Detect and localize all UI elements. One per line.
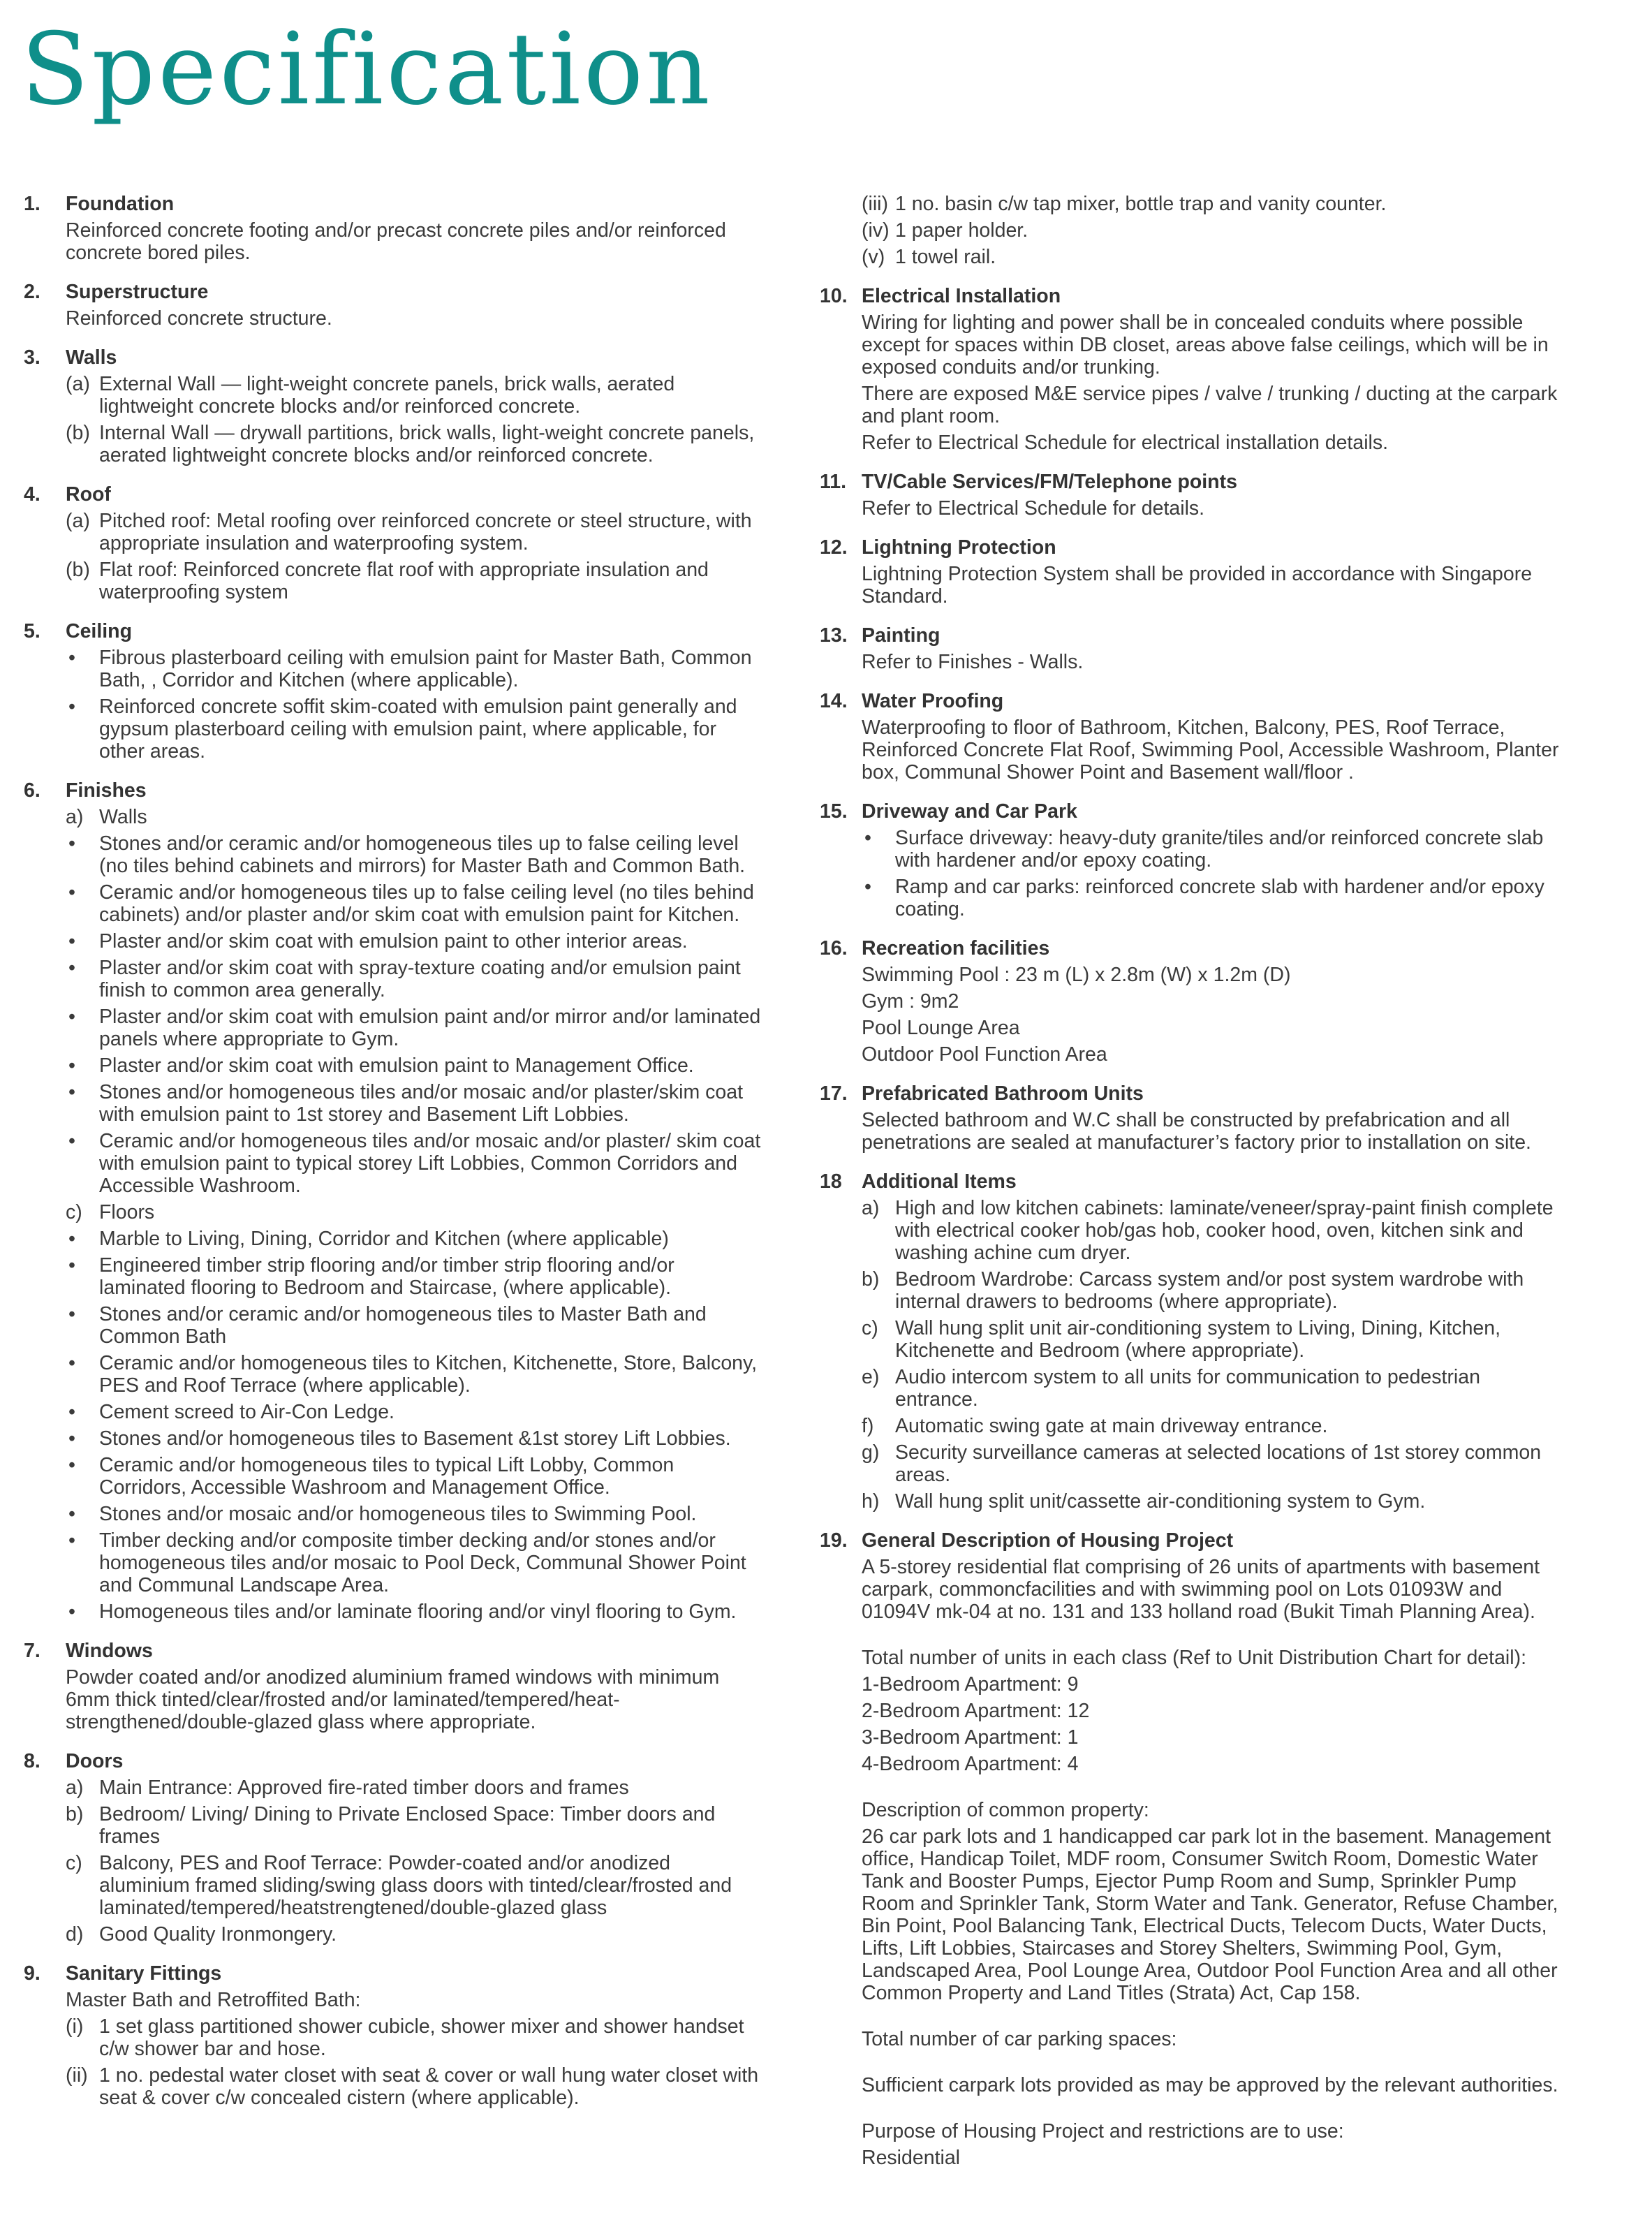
bullet-item bbox=[66, 957, 764, 1001]
section-number: 5. bbox=[24, 620, 40, 642]
bullet-item bbox=[66, 1254, 764, 1299]
list-item bbox=[66, 806, 764, 828]
item-text: Ceramic and/or homogeneous tiles up to false ceiling level (no tiles behind cabinets) and/or plaster and/or skim coat with emulsion paint for Kitchen. bbox=[99, 881, 754, 926]
spacer bbox=[862, 2054, 1560, 2074]
bullet-marker: • bbox=[68, 930, 75, 953]
item-text: Cement screed to Air-Con Ledge. bbox=[99, 1401, 394, 1423]
bullet-marker: • bbox=[68, 1601, 75, 1623]
list-item bbox=[66, 1923, 764, 1946]
spec-section bbox=[820, 285, 1560, 454]
spec-section bbox=[24, 281, 764, 330]
item-text: Wall hung split unit/cassette air-conditioning system to Gym. bbox=[895, 1490, 1426, 1513]
item-text: Pitched roof: Metal roofing over reinforced concrete or steel structure, with appropriate insulation and waterproofing system. bbox=[99, 510, 752, 554]
paragraph: 4-Bedroom Apartment: 4 bbox=[862, 1753, 1079, 1775]
bullet-item bbox=[66, 1454, 764, 1499]
bullet-marker: • bbox=[68, 1454, 75, 1476]
bullet-item bbox=[66, 1081, 764, 1126]
bullet-item bbox=[66, 1352, 764, 1397]
item-marker: c) bbox=[66, 1852, 82, 1874]
section-number: 1. bbox=[24, 193, 40, 215]
item-marker: (b) bbox=[66, 559, 90, 581]
section-heading: Walls bbox=[66, 346, 117, 369]
item-text: 1 set glass partitioned shower cubicle, shower mixer and shower handset c/w shower bar and hose. bbox=[99, 2015, 744, 2060]
item-text: Internal Wall — drywall partitions, brick walls, light-weight concrete panels, aerated lightweight concrete blocks and/or reinforced concrete. bbox=[99, 422, 755, 466]
bullet-marker: • bbox=[68, 696, 75, 718]
item-marker: c) bbox=[66, 1201, 82, 1223]
item-marker: c) bbox=[862, 1317, 878, 1339]
section-heading: Sanitary Fittings bbox=[66, 1962, 222, 1985]
bullet-item bbox=[66, 1054, 764, 1077]
paragraph: A 5-storey residential flat comprising of 26 units of apartments with basement carpark, commoncfacilities and with swimming pool on Lots 01093W and 01094V mk-04 at no. 131 and 133 holland road (Bukit Timah Planning Area). bbox=[862, 1556, 1540, 1623]
section-heading: Doors bbox=[66, 1750, 124, 1772]
item-marker: b) bbox=[862, 1268, 880, 1291]
section-heading: Foundation bbox=[66, 193, 175, 215]
bullet-item bbox=[66, 1601, 764, 1623]
item-marker: d) bbox=[66, 1923, 84, 1946]
list-item bbox=[66, 2064, 764, 2109]
bullet-item bbox=[66, 1303, 764, 1348]
item-text: Bedroom Wardrobe: Carcass system and/or post system wardrobe with internal drawers to bedrooms (where appropriate). bbox=[895, 1268, 1524, 1313]
section-heading: Roof bbox=[66, 483, 111, 506]
item-text: Plaster and/or skim coat with emulsion paint and/or mirror and/or laminated panels where appropriate to Gym. bbox=[99, 1006, 761, 1050]
section-heading: Recreation facilities bbox=[862, 937, 1050, 960]
bullet-marker: • bbox=[68, 1254, 75, 1277]
item-text: Plaster and/or skim coat with emulsion paint to Management Office. bbox=[99, 1054, 694, 1077]
paragraph: Wiring for lighting and power shall be in concealed conduits where possible except for spaces within DB closet, areas above false ceilings, which will be in exposed conduits and/or trunking. bbox=[862, 311, 1549, 378]
section-number: 13. bbox=[820, 624, 848, 647]
list-item bbox=[862, 1268, 1560, 1313]
section-heading: Lightning Protection bbox=[862, 536, 1056, 559]
paragraph: Waterproofing to floor of Bathroom, Kitchen, Balcony, PES, Roof Terrace, Reinforced Concrete Flat Roof, Swimming Pool, Accessible Washroom, Planter box, Communal Shower Point and Basement wall/floor . bbox=[862, 716, 1559, 784]
list-item bbox=[862, 193, 1560, 215]
bullet-marker: • bbox=[68, 1006, 75, 1028]
paragraph: Refer to Electrical Schedule for electrical installation details. bbox=[862, 432, 1389, 454]
spacer bbox=[862, 1627, 1560, 1647]
paragraph: Total number of units in each class (Ref to Unit Distribution Chart for detail): bbox=[862, 1647, 1526, 1669]
section-number: 4. bbox=[24, 483, 40, 506]
paragraph: 2-Bedroom Apartment: 12 bbox=[862, 1700, 1090, 1722]
bullet-item bbox=[862, 876, 1560, 920]
item-marker: h) bbox=[862, 1490, 880, 1513]
spec-section bbox=[24, 483, 764, 603]
list-item bbox=[66, 510, 764, 554]
item-text: Good Quality Ironmongery. bbox=[99, 1923, 337, 1946]
right-column bbox=[820, 193, 1560, 2186]
item-marker: (a) bbox=[66, 510, 90, 532]
spec-section bbox=[24, 1640, 764, 1733]
item-marker: g) bbox=[862, 1441, 880, 1464]
section-heading: Painting bbox=[862, 624, 941, 647]
item-text: External Wall — light-weight concrete panels, brick walls, aerated lightweight concrete blocks and/or reinforced concrete. bbox=[99, 373, 675, 418]
section-heading: Water Proofing bbox=[862, 690, 1004, 712]
bullet-item bbox=[66, 1228, 764, 1250]
bullet-item bbox=[66, 647, 764, 691]
paragraph: Sufficient carpark lots provided as may be approved by the relevant authorities. bbox=[862, 2074, 1558, 2096]
item-text: Ceramic and/or homogeneous tiles to Kitchen, Kitchenette, Store, Balcony, PES and Roof Terrace (where applicable). bbox=[99, 1352, 758, 1397]
item-text: Wall hung split unit air-conditioning system to Living, Dining, Kitchen, Kitchenette and Bedroom (where appropriate). bbox=[895, 1317, 1501, 1362]
item-text: Balcony, PES and Roof Terrace: Powder-coated and/or anodized aluminium framed sliding/swing glass doors with tinted/clear/frosted and laminated/tempered/heatstrengtened/double-glazed glass bbox=[99, 1852, 732, 1919]
spec-section bbox=[24, 779, 764, 1623]
paragraph: 1-Bedroom Apartment: 9 bbox=[862, 1673, 1079, 1696]
paragraph: Swimming Pool : 23 m (L) x 2.8m (W) x 1.2m (D) bbox=[862, 964, 1291, 986]
item-marker: a) bbox=[66, 806, 84, 828]
item-text: Homogeneous tiles and/or laminate flooring and/or vinyl flooring to Gym. bbox=[99, 1601, 737, 1623]
paragraph: Reinforced concrete structure. bbox=[66, 307, 332, 330]
paragraph: Selected bathroom and W.C shall be constructed by prefabrication and all penetrations are sealed at manufacturer’s factory prior to installation on site. bbox=[862, 1109, 1531, 1154]
item-text: Floors bbox=[99, 1201, 155, 1223]
bullet-item bbox=[66, 1130, 764, 1197]
paragraph: Gym : 9m2 bbox=[862, 990, 959, 1013]
item-marker: (v) bbox=[862, 246, 885, 268]
section-number: 19. bbox=[820, 1529, 848, 1552]
list-item bbox=[66, 1201, 764, 1223]
bullet-item bbox=[66, 1006, 764, 1050]
section-number: 15. bbox=[820, 800, 848, 823]
bullet-marker: • bbox=[864, 827, 871, 849]
item-marker: (iii) bbox=[862, 193, 888, 215]
section-number: 8. bbox=[24, 1750, 40, 1772]
section-number: 14. bbox=[820, 690, 848, 712]
list-item bbox=[66, 373, 764, 418]
spacer bbox=[862, 2008, 1560, 2028]
list-item bbox=[66, 1803, 764, 1848]
item-marker: f) bbox=[862, 1415, 874, 1437]
item-text: Plaster and/or skim coat with spray-texture coating and/or emulsion paint finish to common area generally. bbox=[99, 957, 741, 1001]
list-item bbox=[66, 1777, 764, 1799]
item-marker: (i) bbox=[66, 2015, 84, 2038]
paragraph: Outdoor Pool Function Area bbox=[862, 1043, 1107, 1066]
section-heading: Finishes bbox=[66, 779, 147, 802]
bullet-item bbox=[66, 1427, 764, 1450]
bullet-marker: • bbox=[68, 1130, 75, 1152]
section-number: 9. bbox=[24, 1962, 40, 1985]
item-text: Flat roof: Reinforced concrete flat roof with appropriate insulation and waterproofing system bbox=[99, 559, 709, 603]
section-number: 16. bbox=[820, 937, 848, 960]
paragraph: Pool Lounge Area bbox=[862, 1017, 1020, 1039]
item-text: Stones and/or homogeneous tiles and/or mosaic and/or plaster/skim coat with emulsion paint to 1st storey and Basement Lift Lobbies. bbox=[99, 1081, 744, 1126]
bullet-marker: • bbox=[68, 881, 75, 904]
list-item bbox=[862, 1366, 1560, 1411]
section-number: 2. bbox=[24, 281, 40, 303]
item-text: High and low kitchen cabinets: laminate/veneer/spray-paint finish complete with electrical cooker hob/gas hob, cooker hood, oven, kitchen sink and washing achine cum dryer. bbox=[895, 1197, 1554, 1264]
bullet-marker: • bbox=[68, 1529, 75, 1552]
paragraph: 3-Bedroom Apartment: 1 bbox=[862, 1726, 1079, 1749]
item-text: Ramp and car parks: reinforced concrete slab with hardener and/or epoxy coating. bbox=[895, 876, 1544, 920]
spec-section bbox=[24, 1750, 764, 1946]
item-marker: a) bbox=[862, 1197, 880, 1219]
bullet-item bbox=[66, 696, 764, 763]
spec-section bbox=[820, 1529, 1560, 2169]
section-heading: Ceiling bbox=[66, 620, 133, 642]
item-marker: (a) bbox=[66, 373, 90, 395]
item-text: Stones and/or mosaic and/or homogeneous tiles to Swimming Pool. bbox=[99, 1503, 697, 1525]
paragraph: Reinforced concrete footing and/or precast concrete piles and/or reinforced concrete bored piles. bbox=[66, 219, 726, 264]
bullet-item bbox=[66, 1503, 764, 1525]
spacer bbox=[862, 2101, 1560, 2120]
item-text: 1 towel rail. bbox=[895, 246, 996, 268]
bullet-marker: • bbox=[68, 1352, 75, 1374]
list-item bbox=[66, 2015, 764, 2060]
bullet-item bbox=[66, 881, 764, 926]
item-marker: a) bbox=[66, 1777, 84, 1799]
item-text: Fibrous plasterboard ceiling with emulsion paint for Master Bath, Common Bath, , Corridor and Kitchen (where applicable). bbox=[99, 647, 752, 691]
item-text: 1 no. pedestal water closet with seat & cover or wall hung water closet with seat & cover c/w concealed cistern (where applicable). bbox=[99, 2064, 759, 2109]
list-item bbox=[862, 1441, 1560, 1486]
left-column bbox=[24, 193, 764, 2126]
list-item bbox=[862, 1317, 1560, 1362]
item-text: Ceramic and/or homogeneous tiles to typical Lift Lobby, Common Corridors, Accessible Washroom and Management Office. bbox=[99, 1454, 674, 1499]
bullet-item bbox=[66, 832, 764, 877]
item-text: Surface driveway: heavy-duty granite/tiles and/or reinforced concrete slab with hardener and/or epoxy coating. bbox=[895, 827, 1544, 872]
paragraph: Refer to Electrical Schedule for details. bbox=[862, 497, 1205, 520]
spec-section bbox=[820, 690, 1560, 784]
item-text: Ceramic and/or homogeneous tiles and/or mosaic and/or plaster/ skim coat with emulsion paint to typical storey Lift Lobbies, Common Corridors and Accessible Washroom. bbox=[99, 1130, 761, 1197]
bullet-item bbox=[66, 930, 764, 953]
bullet-item bbox=[862, 827, 1560, 872]
paragraph: Lightning Protection System shall be provided in accordance with Singapore Standard. bbox=[862, 563, 1533, 608]
item-text: 1 no. basin c/w tap mixer, bottle trap and vanity counter. bbox=[895, 193, 1387, 215]
paragraph: 26 car park lots and 1 handicapped car park lot in the basement. Management office, Handicap Toilet, MDF room, Consumer Switch Room, Domestic Water Tank and Booster Pumps, Ejector Pump Room and Sump, Sprinkler Pump Room and Sprinkler Tank, Storm Water and Tank. Generator, Refuse Chamber, Bin Point, Pool Balancing Tank, Electrical Ducts, Telecom Ducts, Water Ducts, Lifts, Lift Lobbies, Staircases and Storey Shelters, Swimming Pool, Gym, Landscaped Area, Pool Lounge Area, Outdoor Pool Function Area and all other Common Property and Land Titles (Strata) Act, Cap 158. bbox=[862, 1825, 1558, 2004]
section-number: 17. bbox=[820, 1082, 848, 1105]
section-number: 11. bbox=[820, 471, 847, 493]
item-text: Audio intercom system to all units for communication to pedestrian entrance. bbox=[895, 1366, 1480, 1411]
bullet-marker: • bbox=[68, 1503, 75, 1525]
item-text: Walls bbox=[99, 806, 147, 828]
section-heading: Additional Items bbox=[862, 1170, 1017, 1193]
section-heading: Electrical Installation bbox=[862, 285, 1061, 307]
section-heading: Driveway and Car Park bbox=[862, 800, 1077, 823]
paragraph: Total number of car parking spaces: bbox=[862, 2028, 1177, 2050]
item-text: 1 paper holder. bbox=[895, 219, 1028, 242]
bullet-marker: • bbox=[68, 1427, 75, 1450]
paragraph: Refer to Finishes - Walls. bbox=[862, 651, 1084, 673]
item-text: Stones and/or homogeneous tiles to Basement &1st storey Lift Lobbies. bbox=[99, 1427, 731, 1450]
section-number: 6. bbox=[24, 779, 40, 802]
item-text: Stones and/or ceramic and/or homogeneous tiles up to false ceiling level (no tiles behind cabinets and mirrors) for Master Bath and Common Bath. bbox=[99, 832, 746, 877]
spec-section bbox=[24, 193, 764, 264]
list-item bbox=[862, 246, 1560, 268]
spacer bbox=[862, 1779, 1560, 1799]
item-text: Bedroom/ Living/ Dining to Private Enclosed Space: Timber doors and frames bbox=[99, 1803, 716, 1848]
bullet-marker: • bbox=[68, 832, 75, 855]
bullet-marker: • bbox=[68, 957, 75, 979]
spec-section bbox=[820, 536, 1560, 608]
spec-section bbox=[820, 937, 1560, 1066]
spec-section bbox=[24, 620, 764, 763]
section-heading: Windows bbox=[66, 1640, 153, 1662]
section-number: 12. bbox=[820, 536, 848, 559]
bullet-marker: • bbox=[864, 876, 871, 898]
spec-section bbox=[24, 346, 764, 466]
section-heading: General Description of Housing Project bbox=[862, 1529, 1234, 1552]
bullet-marker: • bbox=[68, 1081, 75, 1103]
paragraph: There are exposed M&E service pipes / valve / trunking / ducting at the carpark and plant room. bbox=[862, 383, 1558, 427]
paragraph: Master Bath and Retroffited Bath: bbox=[66, 1989, 361, 2011]
item-text: Timber decking and/or composite timber decking and/or stones and/or homogeneous tiles and/or mosaic to Pool Deck, Communal Shower Point and Communal Landscape Area. bbox=[99, 1529, 746, 1596]
bullet-marker: • bbox=[68, 1228, 75, 1250]
bullet-marker: • bbox=[68, 1054, 75, 1077]
section-heading: Prefabricated Bathroom Units bbox=[862, 1082, 1144, 1105]
bullet-marker: • bbox=[68, 647, 75, 669]
list-item bbox=[66, 422, 764, 466]
list-item bbox=[862, 1415, 1560, 1437]
sanitary-fittings-continued bbox=[820, 193, 1560, 268]
paragraph: Description of common property: bbox=[862, 1799, 1149, 1821]
item-marker: (iv) bbox=[862, 219, 890, 242]
item-marker: b) bbox=[66, 1803, 84, 1825]
item-text: Plaster and/or skim coat with emulsion paint to other interior areas. bbox=[99, 930, 688, 953]
section-number: 7. bbox=[24, 1640, 40, 1662]
bullet-marker: • bbox=[68, 1401, 75, 1423]
item-text: Automatic swing gate at main driveway entrance. bbox=[895, 1415, 1328, 1437]
section-heading: TV/Cable Services/FM/Telephone points bbox=[862, 471, 1237, 493]
paragraph: Residential bbox=[862, 2147, 960, 2169]
section-number: 10. bbox=[820, 285, 848, 307]
section-number: 3. bbox=[24, 346, 40, 369]
spec-section bbox=[24, 1962, 764, 2109]
bullet-item bbox=[66, 1529, 764, 1596]
spec-section bbox=[820, 1170, 1560, 1513]
paragraph: Purpose of Housing Project and restrictions are to use: bbox=[862, 2120, 1344, 2142]
item-marker: e) bbox=[862, 1366, 880, 1388]
list-item bbox=[66, 1852, 764, 1919]
section-number: 18 bbox=[820, 1170, 842, 1193]
spec-section bbox=[820, 800, 1560, 920]
spec-section bbox=[820, 624, 1560, 673]
spec-section bbox=[820, 471, 1560, 520]
item-text: Stones and/or ceramic and/or homogeneous tiles to Master Bath and Common Bath bbox=[99, 1303, 707, 1348]
item-text: Security surveillance cameras at selected locations of 1st storey common areas. bbox=[895, 1441, 1542, 1486]
page-title: Specification bbox=[21, 12, 713, 127]
item-text: Engineered timber strip flooring and/or timber strip flooring and/or laminated flooring to Bedroom and Staircase, (where applicable). bbox=[99, 1254, 674, 1299]
item-text: Marble to Living, Dining, Corridor and Kitchen (where applicable) bbox=[99, 1228, 669, 1250]
item-text: Reinforced concrete soffit skim-coated with emulsion paint generally and gypsum plasterboard ceiling with emulsion paint, where applicable, for other areas. bbox=[99, 696, 737, 763]
item-text: Main Entrance: Approved fire-rated timber doors and frames bbox=[99, 1777, 629, 1799]
section-heading: Superstructure bbox=[66, 281, 209, 303]
item-marker: (ii) bbox=[66, 2064, 88, 2087]
list-item bbox=[862, 1490, 1560, 1513]
list-item bbox=[862, 1197, 1560, 1264]
bullet-item bbox=[66, 1401, 764, 1423]
bullet-marker: • bbox=[68, 1303, 75, 1325]
list-item bbox=[862, 219, 1560, 242]
spec-section bbox=[820, 1082, 1560, 1154]
paragraph: Powder coated and/or anodized aluminium framed windows with minimum 6mm thick tinted/clear/frosted and/or laminated/tempered/heat-strengthened/double-glazed glass where appropriate. bbox=[66, 1666, 720, 1733]
item-marker: (b) bbox=[66, 422, 90, 444]
list-item bbox=[66, 559, 764, 603]
